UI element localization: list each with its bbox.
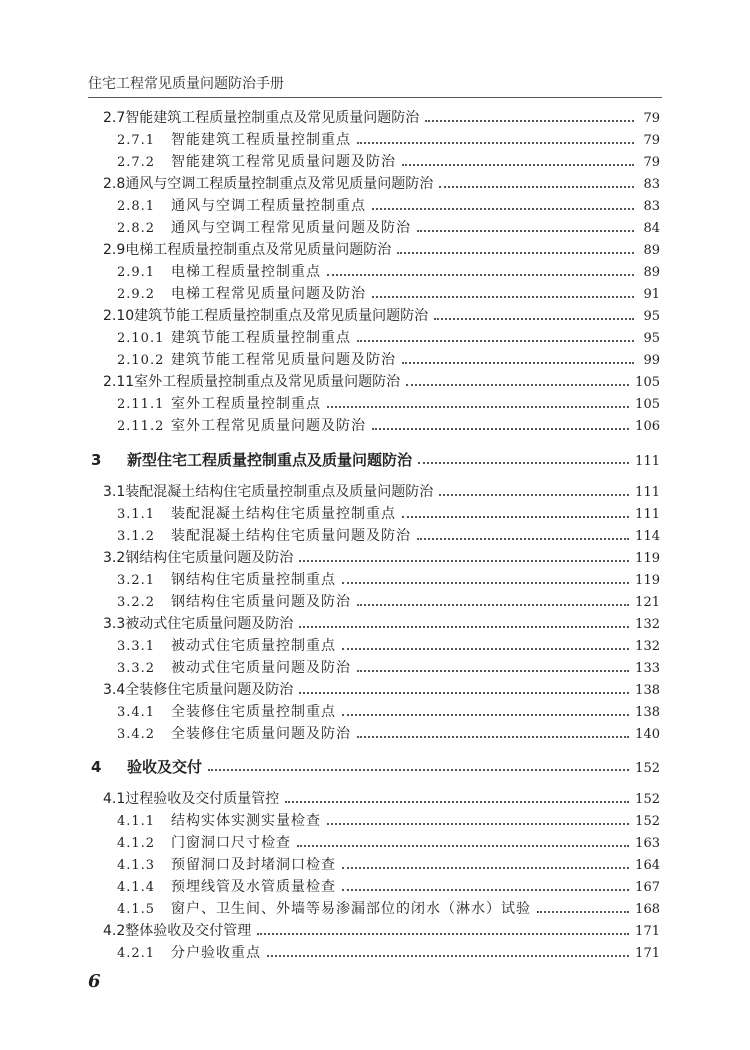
toc-section-number: 2.7.2 [117,155,156,170]
toc-row[interactable] [117,261,660,283]
toc-dot-leader [372,296,634,298]
toc-section-title: 门窗洞口尺寸检查 [171,835,291,851]
toc-row[interactable] [117,283,660,305]
toc-dot-leader [372,428,629,430]
toc-page-number: 171 [635,946,660,961]
toc-dot-leader [342,867,629,869]
toc-section-title: 室外工程质量控制重点 [171,396,321,412]
toc-row[interactable] [117,503,660,525]
toc-section-number: 4.1 [103,791,126,807]
toc-section-number: 3.4 [103,682,126,698]
toc-dot-leader [342,714,629,716]
running-header: 住宅工程常见质量问题防治手册 [88,76,284,92]
toc-page-number: 132 [635,617,660,632]
toc-page-number: 79 [643,133,660,148]
toc-page-number: 99 [643,353,660,368]
toc-row[interactable] [117,723,660,745]
toc-row[interactable] [117,657,660,679]
toc-section-title: 建筑节能工程质量控制重点及常见质量问题防治 [134,308,429,324]
toc-section-title: 窗户、卫生间、外墙等易渗漏部位的闭水（淋水）试验 [171,901,531,917]
toc-section-number: 2.10.1 [117,331,165,346]
toc-section-title: 智能建筑工程质量控制重点及常见质量问题防治 [125,110,420,126]
toc-dot-leader [402,164,634,166]
toc-dot-leader [327,274,634,276]
toc-section-number: 2.7 [103,110,126,126]
toc-section-title: 验收及交付 [127,758,203,776]
toc-page-number: 164 [635,858,660,873]
toc-page-number: 79 [643,155,660,170]
toc-section-number: 2.8.2 [117,221,156,236]
toc-section-title: 预埋线管及水管质量检查 [171,879,336,895]
toc-section-title: 室外工程质量控制重点及常见质量问题防治 [134,374,401,390]
toc-page-number: 79 [643,111,660,126]
toc-dot-leader [417,538,629,540]
toc-page-number: 89 [643,243,660,258]
toc-dot-leader [357,340,634,342]
toc-section-number: 3.1.1 [117,507,156,522]
toc-page-number: 152 [635,761,660,776]
toc-dot-leader [434,318,634,320]
toc-section-title: 被动式住宅质量控制重点 [171,638,336,654]
toc-chapter-row[interactable] [91,756,660,778]
toc-section-number: 2.8.1 [117,199,156,214]
toc-section-title: 室外工程常见质量问题及防治 [171,418,366,434]
toc-row[interactable] [103,305,660,327]
toc-dot-leader [297,845,629,847]
toc-section-title: 通风与空调工程常见质量问题及防治 [171,220,411,236]
toc-section-number: 2.10.2 [117,353,165,368]
toc-page-number: 133 [635,661,660,676]
toc-section-number: 4.1.4 [117,880,156,895]
toc-page-number: 111 [635,485,660,500]
toc-dot-leader [267,955,629,957]
toc-page-number: 91 [643,287,660,302]
toc-section-number: 4.2 [103,923,126,939]
toc-page-number: 140 [635,727,660,742]
toc-section-title: 建筑节能工程质量控制重点 [171,330,351,346]
toc-section-title: 智能建筑工程常见质量问题及防治 [171,154,396,170]
toc-dot-leader [342,648,629,650]
toc-section-number: 3.3.1 [117,639,156,654]
toc-row[interactable] [117,151,660,173]
toc-page-number: 119 [635,551,660,566]
toc-row[interactable] [117,635,660,657]
toc-section-number: 3.4.1 [117,705,156,720]
toc-dot-leader [537,911,629,913]
toc-dot-leader [327,406,629,408]
toc-section-number: 3.3.2 [117,661,156,676]
toc-section-number: 3.2 [103,550,126,566]
toc-row[interactable] [103,788,660,810]
toc-section-title: 装配混凝土结构住宅质量控制重点及质量问题防治 [125,484,434,500]
toc-dot-leader [342,582,629,584]
toc-row[interactable] [117,569,660,591]
toc-dot-leader [406,384,629,386]
toc-section-title: 被动式住宅质量问题及防治 [125,616,294,632]
toc-page-number: 138 [635,683,660,698]
toc-dot-leader [299,560,629,562]
toc-page-number: 106 [635,419,660,434]
toc-page-number: 83 [643,199,660,214]
toc-section-title: 分户验收重点 [171,945,261,961]
toc-section-number: 3.1 [103,484,126,500]
toc-section-title: 结构实体实测实量检查 [171,813,321,829]
toc-page-number: 111 [635,454,660,469]
toc-dot-leader [299,692,629,694]
toc-row[interactable] [117,810,660,832]
toc-dot-leader [357,604,629,606]
toc-section-title: 电梯工程质量控制重点 [171,264,321,280]
toc-section-title: 电梯工程质量控制重点及常见质量问题防治 [125,242,392,258]
toc-section-number: 4.1.5 [117,902,156,917]
toc-dot-leader [402,362,634,364]
toc-section-title: 装配混凝土结构住宅质量问题及防治 [171,528,411,544]
toc-section-number: 2.9.2 [117,287,156,302]
toc-row[interactable] [103,920,660,942]
toc-page-number: 152 [635,792,660,807]
toc-dot-leader [425,120,634,122]
toc-page-number: 105 [635,397,660,412]
toc-section-title: 智能建筑工程质量控制重点 [171,132,351,148]
toc-section-number: 2.7.1 [117,133,156,148]
toc-row[interactable] [117,854,660,876]
toc-dot-leader [372,208,634,210]
toc-page-number: 114 [635,529,660,544]
toc-row[interactable] [103,107,660,129]
toc-row[interactable] [117,525,660,547]
toc-row[interactable] [117,832,660,854]
toc-page-number: 132 [635,639,660,654]
toc-row[interactable] [117,701,660,723]
toc-section-number: 4.1.2 [117,836,156,851]
page-number: 6 [88,971,101,992]
toc-row[interactable] [103,371,660,393]
toc-row[interactable] [117,898,660,920]
toc-row[interactable] [103,613,660,635]
toc-section-title: 钢结构住宅质量控制重点 [171,572,336,588]
toc-page-number: 121 [635,595,660,610]
toc-chapter-row[interactable] [91,449,660,471]
toc-page-number: 138 [635,705,660,720]
toc-section-number: 4.1.1 [117,814,156,829]
toc-dot-leader [417,230,634,232]
toc-row[interactable] [103,679,660,701]
toc-section-title: 建筑节能工程常见质量问题及防治 [171,352,396,368]
toc-dot-leader [418,462,629,464]
toc-section-title: 钢结构住宅质量问题及防治 [125,550,294,566]
toc-dot-leader [327,823,629,825]
toc-row[interactable] [103,481,660,503]
toc-section-title: 新型住宅工程质量控制重点及质量问题防治 [127,451,413,469]
toc-dot-leader [439,186,634,188]
toc-row[interactable] [117,591,660,613]
toc-dot-leader [257,933,629,935]
toc-section-number: 2.11.2 [117,419,165,434]
toc-section-number: 4.2.1 [117,946,156,961]
toc-page-number: 171 [635,924,660,939]
toc-page-number: 119 [635,573,660,588]
toc-section-title: 电梯工程常见质量问题及防治 [171,286,366,302]
toc-row[interactable] [117,349,660,371]
toc-row[interactable] [117,129,660,151]
toc-dot-leader [299,626,629,628]
toc-row[interactable] [117,393,660,415]
toc-dot-leader [357,736,629,738]
toc-page-number: 152 [635,814,660,829]
toc-section-number: 3.2.1 [117,573,156,588]
toc-row[interactable] [117,942,660,964]
toc-dot-leader [402,516,629,518]
toc-dot-leader [342,889,629,891]
toc-section-number: 2.10 [103,308,135,324]
toc-page-number: 95 [643,331,660,346]
toc-section-number: 3.4.2 [117,727,156,742]
toc-page-number: 95 [643,309,660,324]
toc-page-number: 84 [643,221,660,236]
toc-section-number: 2.9.1 [117,265,156,280]
toc-section-number: 2.11.1 [117,397,165,412]
toc-page-number: 83 [643,177,660,192]
toc-page-number: 89 [643,265,660,280]
toc-row[interactable] [117,217,660,239]
toc-dot-leader [439,494,629,496]
toc-page-number: 111 [635,507,660,522]
toc-section-number: 3.2.2 [117,595,156,610]
toc-row[interactable] [103,173,660,195]
toc-row[interactable] [103,547,660,569]
toc-section-number: 4.1.3 [117,858,156,873]
toc-section-title: 全装修住宅质量控制重点 [171,704,336,720]
toc-section-number: 3.3 [103,616,126,632]
toc-page-number: 163 [635,836,660,851]
toc-page-number: 167 [635,880,660,895]
toc-section-title: 装配混凝土结构住宅质量控制重点 [171,506,396,522]
toc-dot-leader [357,142,634,144]
toc-section-number: 4 [91,758,102,776]
toc-page-number: 168 [635,902,660,917]
toc-section-number: 2.8 [103,176,126,192]
toc-section-title: 通风与空调工程质量控制重点 [171,198,366,214]
toc-dot-leader [397,252,634,254]
toc-section-title: 通风与空调工程质量控制重点及常见质量问题防治 [125,176,434,192]
toc-row[interactable] [117,876,660,898]
toc-section-number: 2.9 [103,242,126,258]
toc-dot-leader [357,670,629,672]
toc-section-title: 全装修住宅质量问题及防治 [171,726,351,742]
toc-section-number: 2.11 [103,374,135,390]
toc-section-number: 3.1.2 [117,529,156,544]
toc-section-title: 被动式住宅质量问题及防治 [171,660,351,676]
toc-row[interactable] [117,327,660,349]
toc-section-title: 整体验收及交付管理 [125,923,252,939]
toc-section-title: 钢结构住宅质量问题及防治 [171,594,351,610]
toc-dot-leader [208,769,629,771]
toc-section-number: 3 [91,451,102,469]
toc-page-number: 105 [635,375,660,390]
toc-section-title: 预留洞口及封堵洞口检查 [171,857,336,873]
toc-row[interactable] [103,239,660,261]
toc-section-title: 全装修住宅质量问题及防治 [125,682,294,698]
toc-dot-leader [285,801,629,803]
toc-section-title: 过程验收及交付质量管控 [125,791,280,807]
toc-row[interactable] [117,415,660,437]
toc-row[interactable] [117,195,660,217]
